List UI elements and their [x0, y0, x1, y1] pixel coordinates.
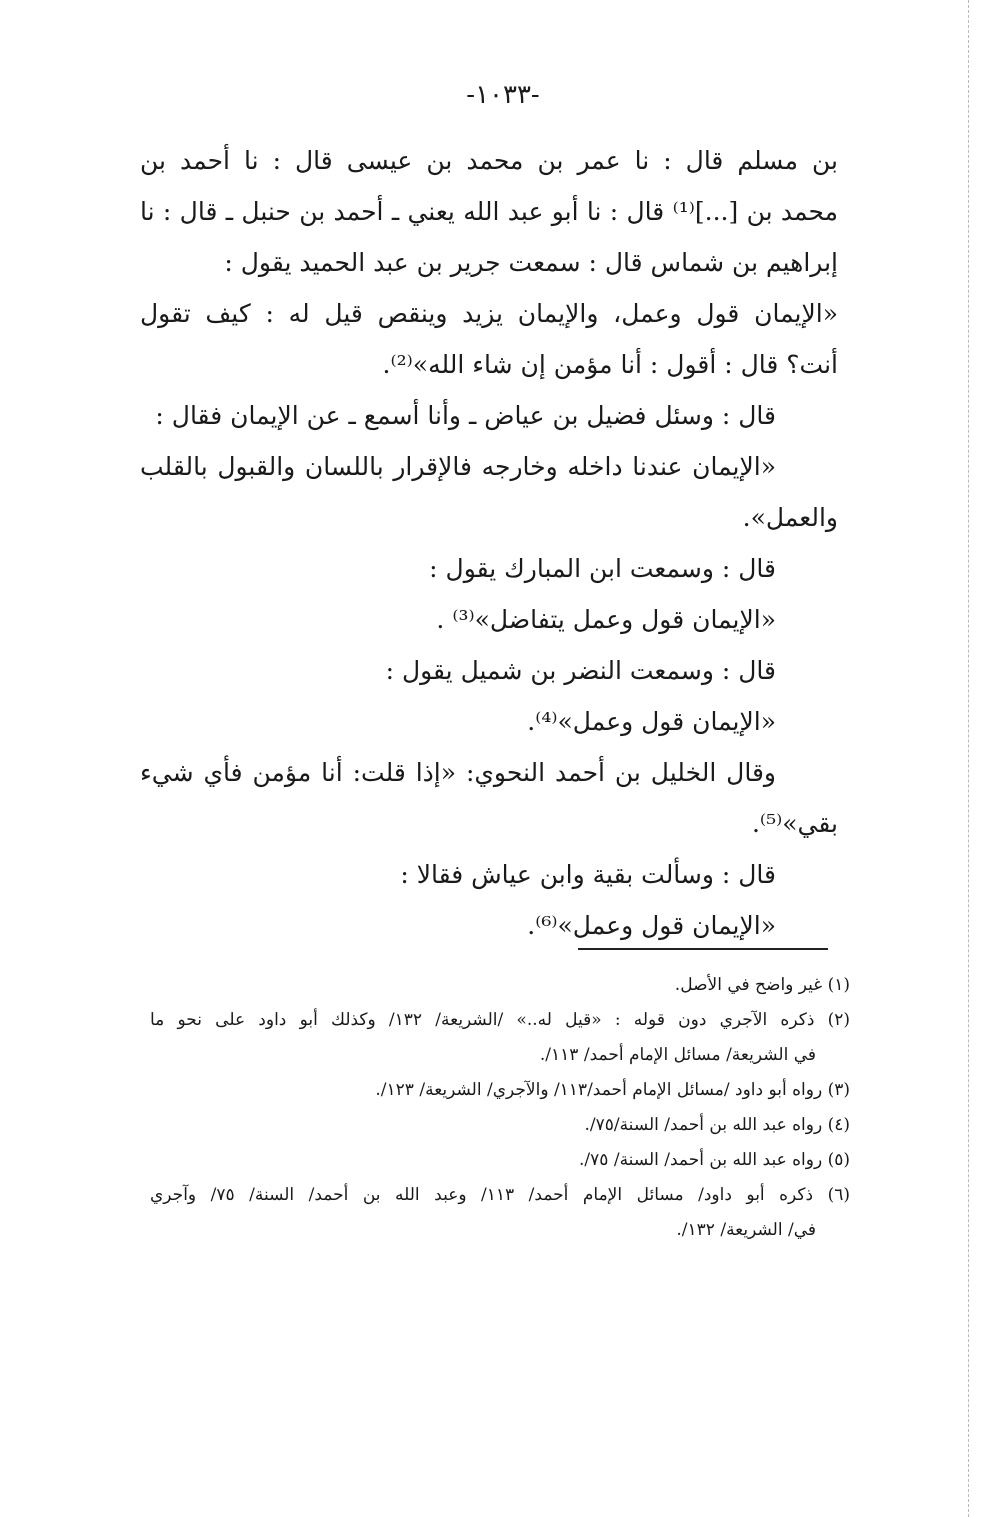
text-line: «الإيمان قول وعمل»⁽⁴⁾.: [527, 707, 776, 736]
footnote-line: (٥) رواه عبد الله بن أحمد/ السنة/ ٧٥/.: [579, 1150, 850, 1170]
footnote-divider: [578, 948, 828, 950]
footnote-line: (٢) ذكره الآجري دون قوله : «قيل له..» /الشريعة/ ١٣٢/ وكذلك أبو داود على نحو ما: [150, 1010, 850, 1030]
text-line: إبراهيم بن شماس قال : سمعت جرير بن عبد الحميد يقول :: [224, 248, 838, 277]
text-line: قال : وسمعت ابن المبارك يقول :: [429, 554, 776, 583]
footnote-line: (١) غير واضح في الأصل.: [674, 975, 850, 995]
page-number: -١٠٣٣-: [466, 80, 540, 110]
text-line: أنت؟ قال : أقول : أنا مؤمن إن شاء الله»⁽²⁾.: [382, 350, 838, 379]
footnote-line: (٤) رواه عبد الله بن أحمد/ السنة/٧٥/.: [584, 1115, 850, 1135]
text-line: والعمل».: [742, 503, 838, 532]
footnote-line: (٣) رواه أبو داود /مسائل الإمام أحمد/١١٣/ والآجري/ الشريعة/ ١٢٣/.: [375, 1080, 850, 1100]
text-line: محمد بن [...]⁽¹⁾ قال : نا أبو عبد الله يعني ـ أحمد بن حنبل ـ قال : نا: [140, 197, 838, 226]
footnote-line: في الشريعة/ مسائل الإمام أحمد/ ١١٣/.: [539, 1045, 816, 1065]
footnote-line: في/ الشريعة/ ١٣٢/.: [676, 1220, 816, 1240]
text-line: قال : وسئل فضيل بن عياض ـ وأنا أسمع ـ عن الإيمان فقال :: [155, 401, 776, 430]
text-line: قال : وسمعت النضر بن شميل يقول :: [385, 656, 776, 685]
text-line: وقال الخليل بن أحمد النحوي: «إذا قلت: أنا مؤمن فأي شيء: [140, 758, 776, 787]
footnotes: [150, 968, 850, 1248]
text-line: بقي»⁽⁵⁾.: [751, 809, 838, 838]
main-text: [140, 135, 838, 951]
page-edge-line: [968, 0, 969, 1517]
text-line: «الإيمان عندنا داخله وخارجه فالإقرار باللسان والقبول بالقلب: [140, 452, 776, 481]
footnote-line: (٦) ذكره أبو داود/ مسائل الإمام أحمد/ ١١٣/ وعبد الله بن أحمد/ السنة/ ٧٥/ وآجري: [150, 1185, 850, 1205]
text-line: «الإيمان قول وعمل»⁽⁶⁾.: [527, 911, 776, 940]
text-line: «الإيمان قول وعمل يتفاضل»⁽³⁾ .: [436, 605, 776, 634]
text-line: «الإيمان قول وعمل، والإيمان يزيد وينقص قيل له : كيف تقول: [140, 299, 838, 328]
text-line: قال : وسألت بقية وابن عياش فقالا :: [400, 860, 776, 889]
text-line: بن مسلم قال : نا عمر بن محمد بن عيسى قال : نا أحمد بن: [140, 146, 838, 175]
